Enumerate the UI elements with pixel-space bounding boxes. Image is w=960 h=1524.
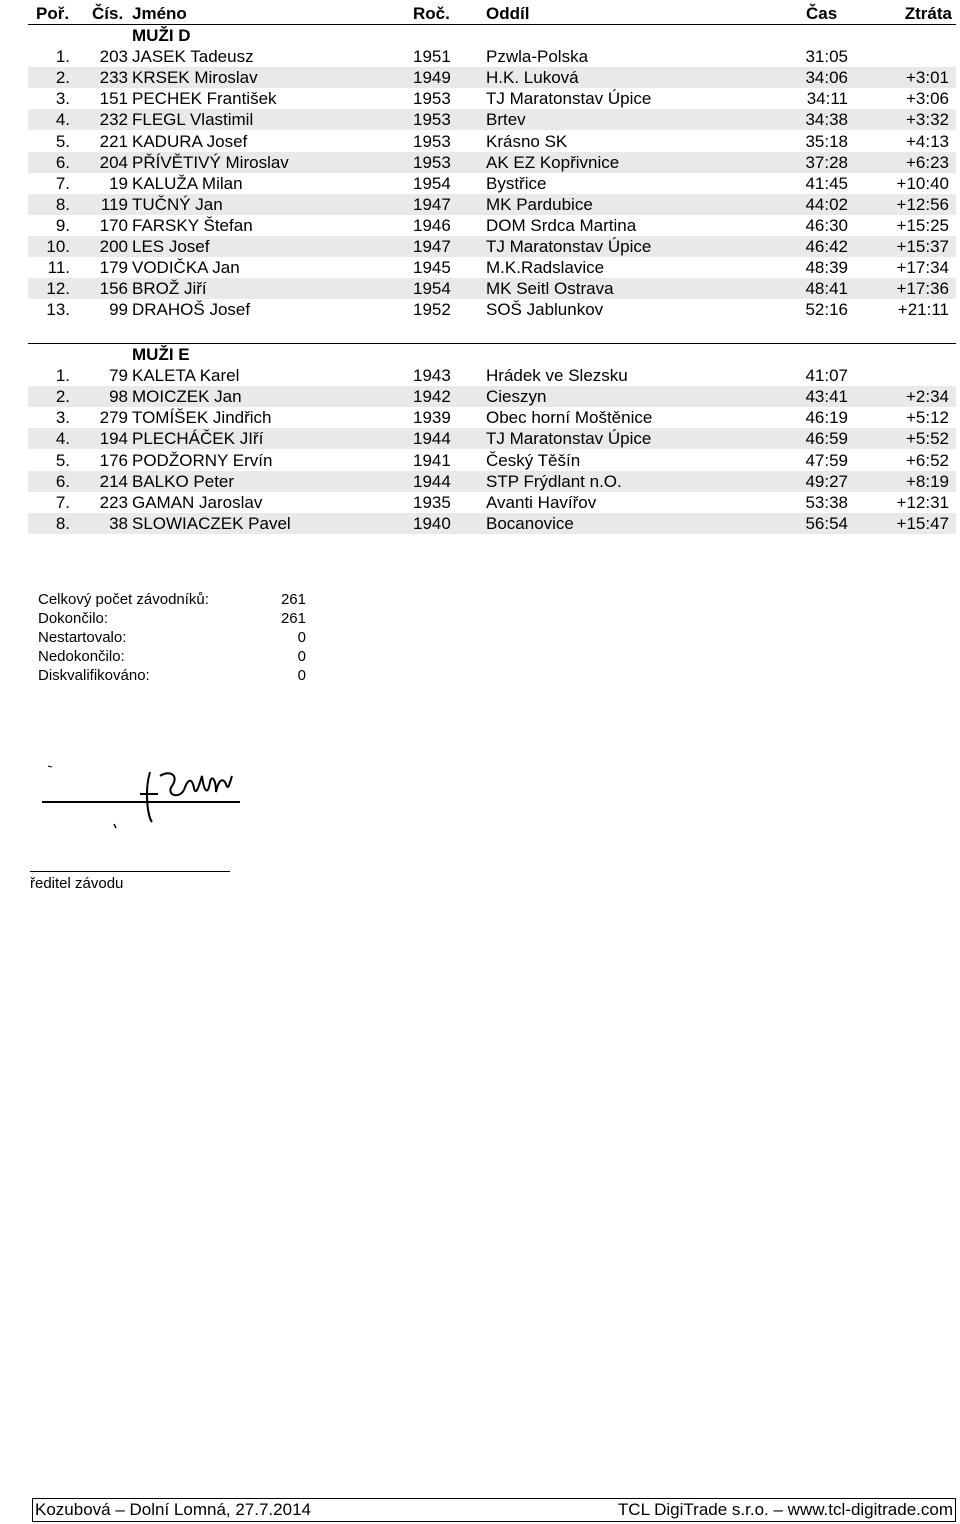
- cell-club: MK Pardubice: [486, 194, 593, 214]
- cell-time: 46:42: [805, 237, 848, 256]
- cell-loss: +4:13: [905, 131, 949, 151]
- cell-num: 99: [109, 300, 128, 320]
- cell-rank: 6.: [55, 471, 70, 491]
- summary-row: [38, 647, 338, 666]
- cell-year: 1952: [413, 300, 451, 320]
- cell-time: 31:05: [805, 47, 848, 67]
- summary-row: [38, 590, 338, 609]
- cell-club: TJ Maratonstav Úpice: [486, 89, 652, 109]
- cell-loss: +8:19: [905, 471, 949, 491]
- summary-row: [38, 628, 338, 647]
- cell-year: 1946: [413, 215, 451, 235]
- cell-club: Obec horní Moštěnice: [486, 408, 653, 428]
- cell-rank: 5.: [55, 450, 70, 470]
- cell-time: 37:28: [805, 152, 848, 172]
- cell-num: 194: [99, 429, 128, 449]
- summary-label: Nedokončilo:: [38, 648, 125, 665]
- cell-loss: +3:32: [905, 110, 949, 130]
- cell-name: VODIČKA Jan: [132, 258, 240, 278]
- cell-name: KADURA Josef: [132, 131, 248, 151]
- cell-rank: 10.: [46, 237, 70, 256]
- results-header: [28, 2, 956, 25]
- cell-loss: +5:12: [905, 408, 949, 428]
- cell-time: 53:38: [805, 492, 848, 512]
- cell-name: PŘÍVĚTIVÝ Miroslav: [132, 152, 289, 172]
- summary-value: 261: [280, 610, 306, 627]
- cell-year: 1954: [413, 279, 451, 299]
- cell-num: 179: [99, 258, 128, 278]
- cell-num: 223: [99, 492, 128, 512]
- summary-label: Diskvalifikováno:: [38, 667, 150, 684]
- cell-rank: 7.: [55, 492, 70, 512]
- cell-name: MOICZEK Jan: [132, 387, 242, 407]
- cell-rank: 9.: [55, 215, 70, 235]
- cell-name: TUČNÝ Jan: [132, 194, 223, 214]
- summary-row: [38, 609, 338, 628]
- cell-rank: 7.: [55, 173, 70, 193]
- signature-line: [30, 871, 230, 872]
- cell-club: AK EZ Kopřivnice: [486, 152, 620, 172]
- cell-year: 1953: [413, 110, 451, 130]
- table-row: [28, 386, 956, 407]
- header-rank: Poř.: [36, 4, 70, 23]
- cell-rank: 1.: [55, 366, 70, 386]
- cell-name: KRSEK Miroslav: [132, 68, 258, 88]
- cell-rank: 8.: [55, 513, 70, 533]
- table-row: [28, 299, 956, 320]
- cell-num: 203: [99, 47, 128, 67]
- cell-loss: +5:52: [905, 429, 949, 449]
- table-row: [28, 471, 956, 492]
- cell-club: SOŠ Jablunkov: [486, 300, 604, 320]
- table-row: [28, 194, 956, 215]
- cell-loss: +12:56: [896, 194, 949, 214]
- cell-name: TOMÍŠEK Jindřich: [132, 408, 272, 428]
- cell-name: PLECHÁČEK JIří: [132, 429, 264, 449]
- cell-year: 1947: [413, 194, 451, 214]
- cell-rank: 8.: [55, 194, 70, 214]
- cell-club: TJ Maratonstav Úpice: [486, 429, 652, 449]
- cell-loss: +17:36: [896, 279, 949, 299]
- cell-year: 1942: [413, 387, 451, 407]
- cell-num: 214: [99, 471, 128, 491]
- cell-num: 233: [99, 68, 128, 88]
- cell-rank: 2.: [55, 387, 70, 407]
- cell-club: STP Frýdlant n.O.: [486, 471, 622, 491]
- cell-year: 1944: [413, 429, 451, 449]
- cell-loss: +3:01: [905, 68, 949, 88]
- cell-club: H.K. Luková: [486, 68, 579, 88]
- cell-club: Krásno SK: [486, 131, 568, 151]
- cell-name: SLOWIACZEK Pavel: [132, 513, 291, 533]
- cell-loss: +6:52: [905, 450, 949, 470]
- cell-year: 1949: [413, 68, 451, 88]
- cell-loss: +21:11: [897, 300, 949, 320]
- cell-num: 156: [99, 279, 128, 299]
- cell-num: 151: [99, 89, 128, 109]
- footer-vendor: TCL DigiTrade s.r.o. – www.tcl-digitrade.com: [617, 1500, 953, 1519]
- summary-label: Celkový počet závodníků:: [38, 591, 209, 608]
- table-row: [28, 152, 956, 173]
- cell-year: 1951: [413, 47, 451, 67]
- header-time: Čas: [806, 4, 838, 23]
- header-loss: Ztráta: [904, 4, 952, 23]
- cell-name: GAMAN Jaroslav: [132, 492, 263, 512]
- cell-year: 1947: [413, 237, 451, 256]
- cell-rank: 13.: [46, 300, 70, 320]
- cell-year: 1953: [413, 131, 451, 151]
- cell-rank: 4.: [55, 429, 70, 449]
- cell-name: BROŽ Jiří: [132, 279, 207, 299]
- cell-num: 98: [109, 387, 128, 407]
- table-row: [28, 109, 956, 130]
- header-name: Jméno: [132, 4, 187, 23]
- cell-club: M.K.Radslavice: [486, 258, 605, 278]
- category-title: MUŽI E: [132, 345, 190, 364]
- cell-rank: 4.: [55, 110, 70, 130]
- cell-num: 204: [99, 152, 128, 172]
- signature-label: ředitel závodu: [30, 875, 124, 892]
- cell-name: BALKO Peter: [132, 471, 235, 491]
- table-row: [28, 257, 956, 278]
- cell-club: Pzwla-Polska: [486, 47, 589, 67]
- cell-year: 1940: [413, 513, 451, 533]
- table-row: [28, 428, 956, 449]
- header-year: Roč.: [413, 4, 450, 23]
- cell-year: 1941: [413, 450, 451, 470]
- cell-rank: 1.: [55, 47, 70, 67]
- table-row: [28, 365, 956, 386]
- cell-time: 35:18: [805, 131, 848, 151]
- header-number: Čís.: [92, 4, 124, 23]
- cell-time: 46:30: [805, 215, 848, 235]
- cell-time: 52:16: [805, 300, 848, 320]
- cell-loss: +10:40: [896, 173, 949, 193]
- cell-time: 46:59: [805, 429, 848, 449]
- handwritten-signature: [40, 762, 260, 842]
- table-row: [28, 46, 956, 67]
- cell-name: LES Josef: [132, 237, 210, 256]
- cell-loss: +2:34: [905, 387, 949, 407]
- table-row: [28, 173, 956, 194]
- cell-time: 48:41: [805, 279, 848, 299]
- cell-club: Avanti Havířov: [486, 492, 597, 512]
- cell-year: 1935: [413, 492, 451, 512]
- page-footer: [32, 1498, 956, 1522]
- table-row: [28, 450, 956, 471]
- cell-club: Brtev: [486, 110, 526, 130]
- cell-loss: +3:06: [905, 89, 949, 109]
- cell-num: 170: [99, 215, 128, 235]
- cell-loss: +17:34: [896, 258, 949, 278]
- cell-name: PODŽORNY Ervín: [132, 450, 273, 470]
- cell-time: 47:59: [805, 450, 848, 470]
- table-row: [28, 215, 956, 236]
- cell-time: 44:02: [805, 194, 848, 214]
- cell-time: 46:19: [805, 408, 848, 428]
- table-row: [28, 236, 956, 257]
- summary-value: 0: [297, 648, 306, 665]
- cell-num: 19: [109, 173, 128, 193]
- cell-time: 48:39: [805, 258, 848, 278]
- summary-value: 0: [297, 667, 306, 684]
- cell-loss: +15:25: [896, 215, 949, 235]
- cell-year: 1953: [413, 89, 451, 109]
- table-row: [28, 88, 956, 109]
- cell-rank: 3.: [55, 89, 70, 109]
- category-title-row: [28, 25, 956, 46]
- summary-row: [38, 666, 338, 685]
- cell-num: 119: [100, 194, 128, 214]
- cell-club: DOM Srdca Martina: [486, 215, 637, 235]
- cell-rank: 5.: [55, 131, 70, 151]
- table-row: [28, 131, 956, 152]
- cell-num: 176: [99, 450, 128, 470]
- cell-name: JASEK Tadeusz: [132, 47, 254, 67]
- cell-name: FARSKY Štefan: [132, 215, 253, 235]
- cell-club: Český Těšín: [486, 450, 581, 470]
- cell-loss: +12:31: [896, 492, 949, 512]
- footer-event: Kozubová – Dolní Lomná, 27.7.2014: [35, 1500, 311, 1519]
- cell-num: 79: [109, 366, 128, 386]
- cell-name: KALETA Karel: [132, 366, 240, 386]
- cell-club: Bystřice: [486, 173, 547, 193]
- cell-num: 279: [99, 408, 128, 428]
- cell-year: 1943: [413, 366, 451, 386]
- cell-loss: +6:23: [905, 152, 949, 172]
- cell-year: 1953: [413, 152, 451, 172]
- cell-name: KALUŽA Milan: [132, 173, 243, 193]
- cell-name: DRAHOŠ Josef: [132, 300, 251, 320]
- category-title: MUŽI D: [132, 26, 191, 45]
- cell-club: TJ Maratonstav Úpice: [486, 237, 652, 256]
- cell-year: 1945: [413, 258, 451, 278]
- cell-time: 41:45: [805, 173, 848, 193]
- cell-rank: 11.: [47, 258, 70, 278]
- cell-name: FLEGL Vlastimil: [132, 110, 254, 130]
- cell-rank: 12.: [46, 279, 70, 299]
- header-club: Oddíl: [486, 4, 530, 23]
- table-row: [28, 407, 956, 428]
- summary-value: 261: [280, 591, 306, 608]
- summary-value: 0: [297, 629, 306, 646]
- summary-label: Dokončilo:: [38, 610, 109, 627]
- cell-time: 34:38: [805, 110, 848, 130]
- cell-rank: 2.: [55, 68, 70, 88]
- cell-num: 221: [99, 131, 128, 151]
- category-title-row: [28, 344, 956, 365]
- cell-year: 1944: [413, 471, 451, 491]
- cell-club: Bocanovice: [486, 513, 574, 533]
- cell-club: Cieszyn: [486, 387, 547, 407]
- cell-year: 1939: [413, 408, 451, 428]
- table-row: [28, 67, 956, 88]
- cell-time: 34:11: [806, 89, 848, 109]
- cell-num: 200: [99, 237, 128, 256]
- cell-time: 49:27: [805, 471, 848, 491]
- summary-label: Nestartovalo:: [38, 629, 127, 646]
- cell-year: 1954: [413, 173, 451, 193]
- cell-club: MK Seitl Ostrava: [486, 279, 614, 299]
- cell-club: Hrádek ve Slezsku: [486, 366, 628, 386]
- cell-rank: 3.: [55, 408, 70, 428]
- table-row: [28, 513, 956, 534]
- cell-time: 34:06: [805, 68, 848, 88]
- table-row: [28, 492, 956, 513]
- cell-num: 38: [109, 513, 128, 533]
- cell-loss: +15:37: [896, 237, 949, 256]
- cell-name: PECHEK František: [132, 89, 277, 109]
- cell-rank: 6.: [55, 152, 70, 172]
- cell-time: 41:07: [805, 366, 848, 386]
- table-row: [28, 278, 956, 299]
- cell-time: 43:41: [805, 387, 848, 407]
- cell-loss: +15:47: [896, 513, 949, 533]
- cell-time: 56:54: [805, 513, 848, 533]
- cell-num: 232: [99, 110, 128, 130]
- summary-block: [38, 590, 338, 685]
